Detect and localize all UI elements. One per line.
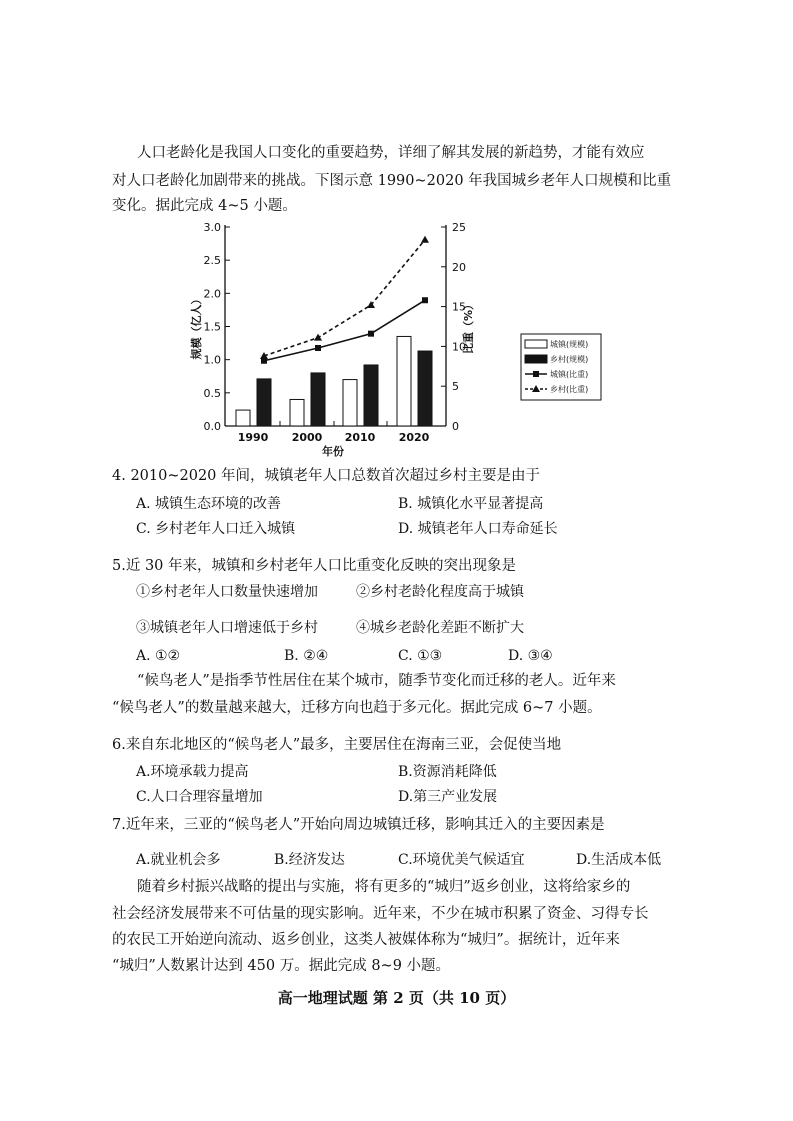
left-tick-label: 1.5 (203, 320, 221, 334)
intro3-line-3: 的农民工开始逆向流动、返乡创业，这类人被媒体称为“城归”。据统计，近年来 (112, 932, 620, 948)
urban-share-marker (315, 345, 321, 351)
bar-urban-scale (236, 410, 250, 426)
legend-label-urban-scale: 城镇(规模) (550, 340, 589, 349)
intro3-line-2: 社会经济发展带来不可估量的现实影响。近年来，不少在城市积累了资金、习得专长 (112, 906, 649, 922)
q4-stem: 4. 2010~2020 年间，城镇老年人口总数首次超过乡村主要是由于 (112, 468, 541, 484)
bar-rural-scale (418, 351, 432, 426)
bar-urban-scale (397, 336, 411, 426)
urban-share-marker (422, 297, 428, 303)
rural-share-marker (421, 236, 429, 243)
intro1-line-1: 人口老龄化是我国人口变化的重要趋势，详细了解其发展的新趋势，才能有效应 (137, 145, 645, 161)
urban-share-marker (368, 331, 374, 337)
bar-urban-scale (343, 380, 357, 426)
right-tick-label: 25 (452, 221, 466, 234)
page-footer: 高一地理试题 第 2 页（共 10 页） (277, 989, 516, 1007)
right-tick-label: 15 (452, 300, 466, 314)
q7-stem: 7.近年来，三亚的“候鸟老人”开始向周边城镇迁移，影响其迁入的主要因素是 (112, 817, 605, 833)
population-chart (180, 214, 610, 459)
q5-stem: 5.近 30 年来，城镇和乡村老年人口比重变化反映的突出现象是 (112, 558, 517, 574)
legend-swatch-rural-scale (525, 355, 547, 363)
x-tick-label: 1990 (237, 431, 269, 444)
intro2-line-1: “候鸟老人”是指季节性居住在某个城市，随季节变化而迁移的老人。近年来 (137, 673, 616, 689)
q5-option-b: B. ②④ (284, 648, 329, 664)
q5-option-a: A. ①② (136, 648, 181, 664)
legend-label-rural-share: 乡村(比重) (550, 385, 589, 394)
bar-rural-scale (364, 365, 378, 426)
q4-option-b: B. 城镇化水平显著提高 (398, 496, 544, 512)
intro1-line-2: 对人口老龄化加剧带来的挑战。下图示意 1990~2020 年我国城乡老年人口规模和比重 (112, 173, 672, 189)
q5-item-4: ④城乡老龄化差距不断扩大 (356, 620, 524, 636)
q5-item-3: ③城镇老年人口增速低于乡村 (136, 620, 318, 636)
right-tick-label: 5 (452, 380, 459, 394)
legend-swatch-urban-scale (525, 340, 547, 348)
y2-axis-label: 比重（%） (462, 298, 475, 355)
q4-option-c: C. 乡村老年人口迁入城镇 (136, 521, 296, 537)
q7-option-b: B.经济发达 (274, 852, 345, 868)
left-tick-label: 3.0 (203, 221, 221, 234)
q5-option-c: C. ①③ (398, 648, 443, 664)
left-tick-label: 0.5 (203, 386, 221, 400)
intro3-line-4: “城归”人数累计达到 450 万。据此完成 8~9 小题。 (112, 958, 451, 974)
q6-stem: 6.来自东北地区的“候鸟老人”最多，主要居住在海南三亚，会促使当地 (112, 737, 562, 753)
q4-option-a: A. 城镇生态环境的改善 (136, 496, 282, 512)
right-tick-label: 10 (452, 340, 466, 354)
x-axis-label: 年份 (322, 445, 344, 458)
q5-item-1: ①乡村老年人口数量快速增加 (136, 584, 318, 600)
right-tick-label: 20 (452, 260, 466, 274)
q6-option-d: D.第三产业发展 (398, 789, 498, 805)
intro3-line-1: 随着乡村振兴战略的提出与实施，将有更多的“城归”返乡创业，这将给家乡的 (137, 879, 631, 895)
intro2-line-2: “候鸟老人”的数量越来越大，迁移方向也趋于多元化。据此完成 6~7 小题。 (112, 700, 602, 716)
q5-item-2: ②乡村老龄化程度高于城镇 (356, 584, 524, 600)
q6-option-b: B.资源消耗降低 (398, 764, 497, 780)
legend-marker-urban-share (533, 371, 539, 377)
right-tick-label: 0 (452, 420, 459, 433)
y-axis-label: 规模（亿人） (190, 293, 203, 360)
bar-rural-scale (257, 379, 271, 426)
left-tick-label: 0.0 (203, 420, 221, 433)
q4-option-d: D. 城镇老年人口寿命延长 (398, 521, 558, 537)
intro1-line-3: 变化。据此完成 4~5 小题。 (112, 198, 297, 214)
rural-share-marker (314, 334, 322, 341)
bar-urban-scale (290, 399, 304, 426)
legend-label-urban-share: 城镇(比重) (550, 370, 589, 379)
x-tick-label: 2010 (344, 431, 376, 444)
q5-option-d: D. ③④ (508, 648, 553, 664)
q6-option-c: C.人口合理容量增加 (136, 789, 263, 805)
legend-label-rural-scale: 乡村(规模) (550, 355, 589, 364)
rural-share-marker (367, 301, 375, 308)
q7-option-d: D.生活成本低 (576, 852, 662, 868)
left-tick-label: 2.0 (203, 287, 221, 301)
bar-rural-scale (311, 373, 325, 426)
q7-option-a: A.就业机会多 (136, 852, 221, 868)
q7-option-c: C.环境优美气候适宜 (398, 852, 525, 868)
q6-option-a: A.环境承载力提高 (136, 764, 249, 780)
left-tick-label: 2.5 (203, 254, 221, 268)
left-tick-label: 1.0 (203, 353, 221, 367)
x-tick-label: 2020 (398, 431, 430, 444)
x-tick-label: 2000 (291, 431, 323, 444)
